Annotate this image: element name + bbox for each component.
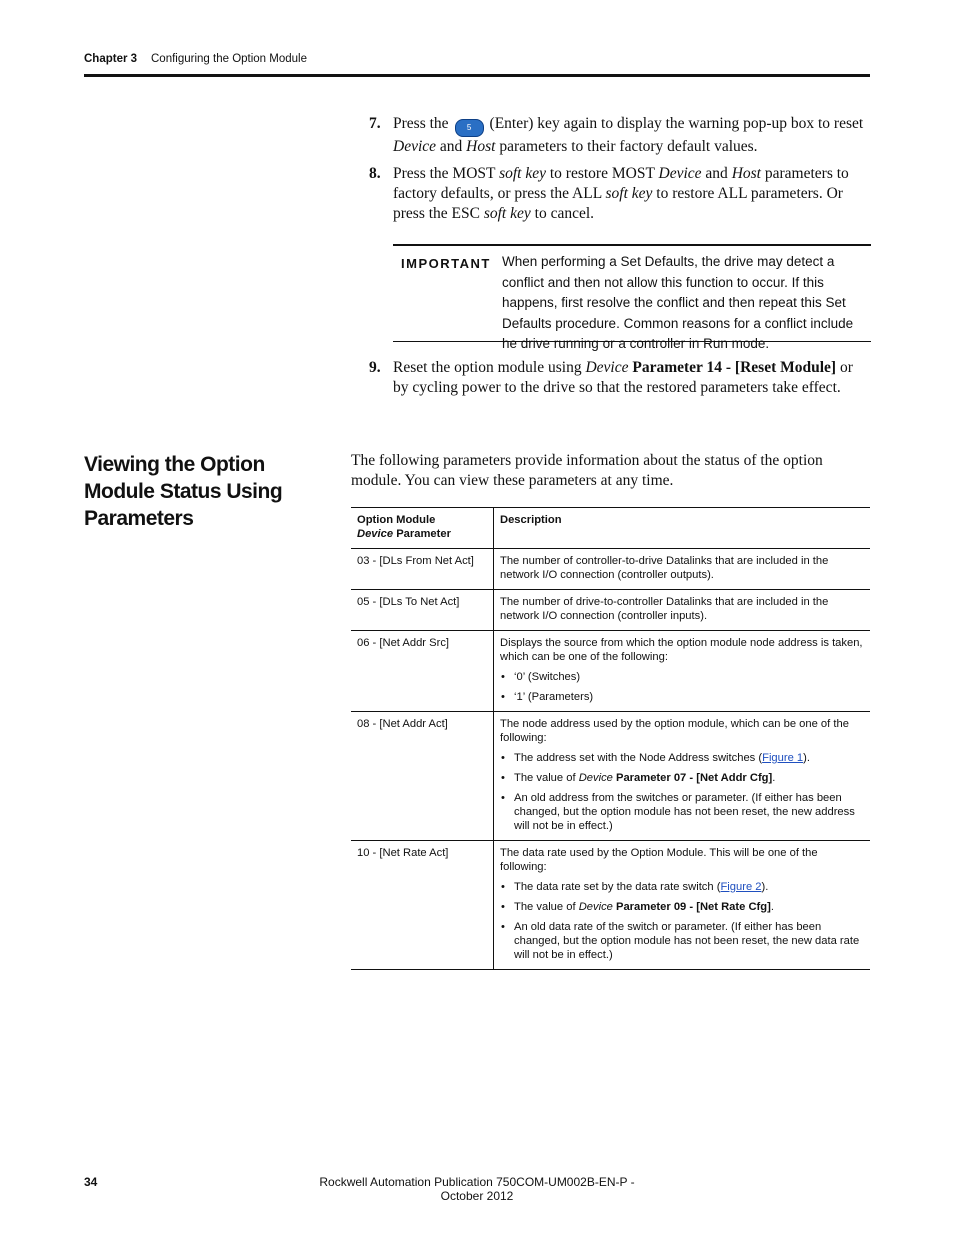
description-text: The node address used by the option module, which can be one of the following: bbox=[500, 718, 849, 744]
step-text: Press the MOST bbox=[393, 165, 496, 182]
list-item: • ‘0’ (Switches) bbox=[500, 670, 864, 684]
device-term: Device bbox=[585, 359, 629, 376]
list-item bbox=[500, 771, 864, 785]
important-text: When performing a Set Defaults, the drive may detect a conflict and then not allow this function to occur. If this happens, first resolve the conflict and then repeat this Set Defaults procedure. Common reasons for a conflict include he drive running or a controller in Run mode. bbox=[502, 254, 854, 351]
description-cell: The number of drive-to-controller Datalinks that are included in the network I/O connection (controller inputs). bbox=[500, 596, 829, 622]
header-text: Option Module bbox=[357, 514, 436, 526]
description-text: The data rate used by the Option Module. This will be one of the following: bbox=[500, 847, 818, 873]
parameter-reference: Parameter 14 - [Reset Module] bbox=[632, 359, 837, 376]
column-header-parameter bbox=[351, 508, 494, 549]
step-text: or by cycling power to the drive so that the restored parameters take effect. bbox=[393, 359, 853, 396]
step-text: parameters to their factory default values. bbox=[499, 138, 758, 155]
device-term: Device bbox=[578, 901, 613, 913]
list-item: • ‘1’ (Parameters) bbox=[500, 690, 864, 704]
table-header-row bbox=[351, 508, 870, 549]
item-text: The value of bbox=[514, 901, 576, 913]
section-title: Viewing the Option Module Status Using Parameters bbox=[84, 453, 283, 530]
enter-key-icon: 5 bbox=[455, 119, 484, 137]
host-term: Host bbox=[466, 138, 496, 155]
item-text: ). bbox=[761, 881, 769, 893]
step-text: Press the bbox=[393, 115, 449, 132]
parameter-cell: 05 - [DLs To Net Act] bbox=[351, 590, 494, 631]
parameter-cell: 08 - [Net Addr Act] bbox=[351, 712, 494, 841]
page-number: 34 bbox=[84, 1175, 98, 1189]
soft-key-term: soft key bbox=[499, 165, 546, 182]
description-cell bbox=[494, 631, 871, 712]
step-number: 8. bbox=[369, 165, 381, 182]
bullet-list bbox=[500, 670, 864, 704]
item-text: The address set with the Node Address switches ( bbox=[514, 752, 763, 764]
figure-1-link[interactable]: Figure 1 bbox=[762, 752, 804, 764]
chapter-label: Chapter 3 bbox=[84, 53, 138, 65]
section-intro: The following parameters provide information about the status of the option module. You can view these parameters at any time. bbox=[351, 452, 823, 489]
list-item: • An old address from the switches or parameter. (If either has been changed, but the option module has not been reset, the new address will not be in effect.) bbox=[500, 791, 864, 833]
description-cell bbox=[494, 841, 871, 970]
column-header-description: Description bbox=[500, 514, 562, 526]
parameter-cell: 10 - [Net Rate Act] bbox=[351, 841, 494, 970]
publication-info: Rockwell Automation Publication 750COM-UM002B-EN-P - October 2012 bbox=[319, 1175, 635, 1203]
important-label: IMPORTANT bbox=[401, 256, 491, 271]
list-item: • An old data rate of the switch or parameter. (If either has been changed, but the option module has not been reset, the new data rate will not be in effect.) bbox=[500, 920, 864, 962]
page-header bbox=[84, 53, 307, 65]
list-item bbox=[500, 880, 864, 894]
item-text: . bbox=[772, 772, 776, 784]
step-text: and bbox=[705, 165, 728, 182]
step-text: to restore MOST bbox=[549, 165, 655, 182]
device-term: Device bbox=[658, 165, 702, 182]
parameter-reference: Parameter 07 - [Net Addr Cfg] bbox=[616, 772, 773, 784]
step-8 bbox=[369, 164, 869, 224]
description-cell bbox=[494, 712, 871, 841]
description-text: Displays the source from which the option module node address is taken, which can be one of the following: bbox=[500, 637, 863, 663]
step-number: 9. bbox=[369, 359, 381, 376]
list-item bbox=[500, 751, 864, 765]
parameter-cell: 06 - [Net Addr Src] bbox=[351, 631, 494, 712]
header-text: Parameter bbox=[396, 528, 451, 540]
step-7 bbox=[369, 114, 869, 157]
step-text: parameters to factory defaults, or press the ALL bbox=[393, 165, 849, 202]
parameter-table bbox=[351, 507, 870, 970]
parameter-reference: Parameter 09 - [Net Rate Cfg] bbox=[616, 901, 771, 913]
list-item bbox=[500, 900, 864, 914]
step-number: 7. bbox=[369, 115, 381, 132]
table-row bbox=[351, 712, 870, 841]
description-cell: The number of controller-to-drive Datalinks that are included in the network I/O connection (controller outputs). bbox=[500, 555, 829, 581]
device-term: Device bbox=[393, 138, 437, 155]
bullet-list bbox=[500, 751, 864, 833]
step-text: to restore ALL parameters. Or press the ESC bbox=[393, 185, 843, 222]
device-term: Device bbox=[578, 772, 613, 784]
parameter-cell: 03 - [DLs From Net Act] bbox=[351, 549, 494, 590]
important-note bbox=[393, 244, 871, 351]
step-9 bbox=[369, 358, 869, 398]
header-text: Device bbox=[357, 528, 394, 540]
table-row bbox=[351, 631, 870, 712]
step-text: to cancel. bbox=[534, 205, 595, 222]
soft-key-term: soft key bbox=[605, 185, 653, 202]
chapter-title: Configuring the Option Module bbox=[151, 53, 307, 65]
step-text: and bbox=[439, 138, 463, 155]
table-row bbox=[351, 590, 870, 631]
figure-2-link[interactable]: Figure 2 bbox=[720, 881, 762, 893]
step-text: (Enter) key again to display the warning pop-up box to reset bbox=[489, 115, 864, 132]
table-row bbox=[351, 549, 870, 590]
item-text: The value of bbox=[514, 772, 576, 784]
soft-key-term: soft key bbox=[483, 205, 531, 222]
item-text: The data rate set by the data rate switch ( bbox=[514, 881, 721, 893]
table-row bbox=[351, 841, 870, 970]
item-text: . bbox=[770, 901, 774, 913]
header-rule bbox=[84, 74, 870, 77]
step-text: Reset the option module using bbox=[393, 359, 582, 376]
bullet-list bbox=[500, 880, 864, 962]
item-text: ). bbox=[803, 752, 810, 764]
host-term: Host bbox=[731, 165, 761, 182]
